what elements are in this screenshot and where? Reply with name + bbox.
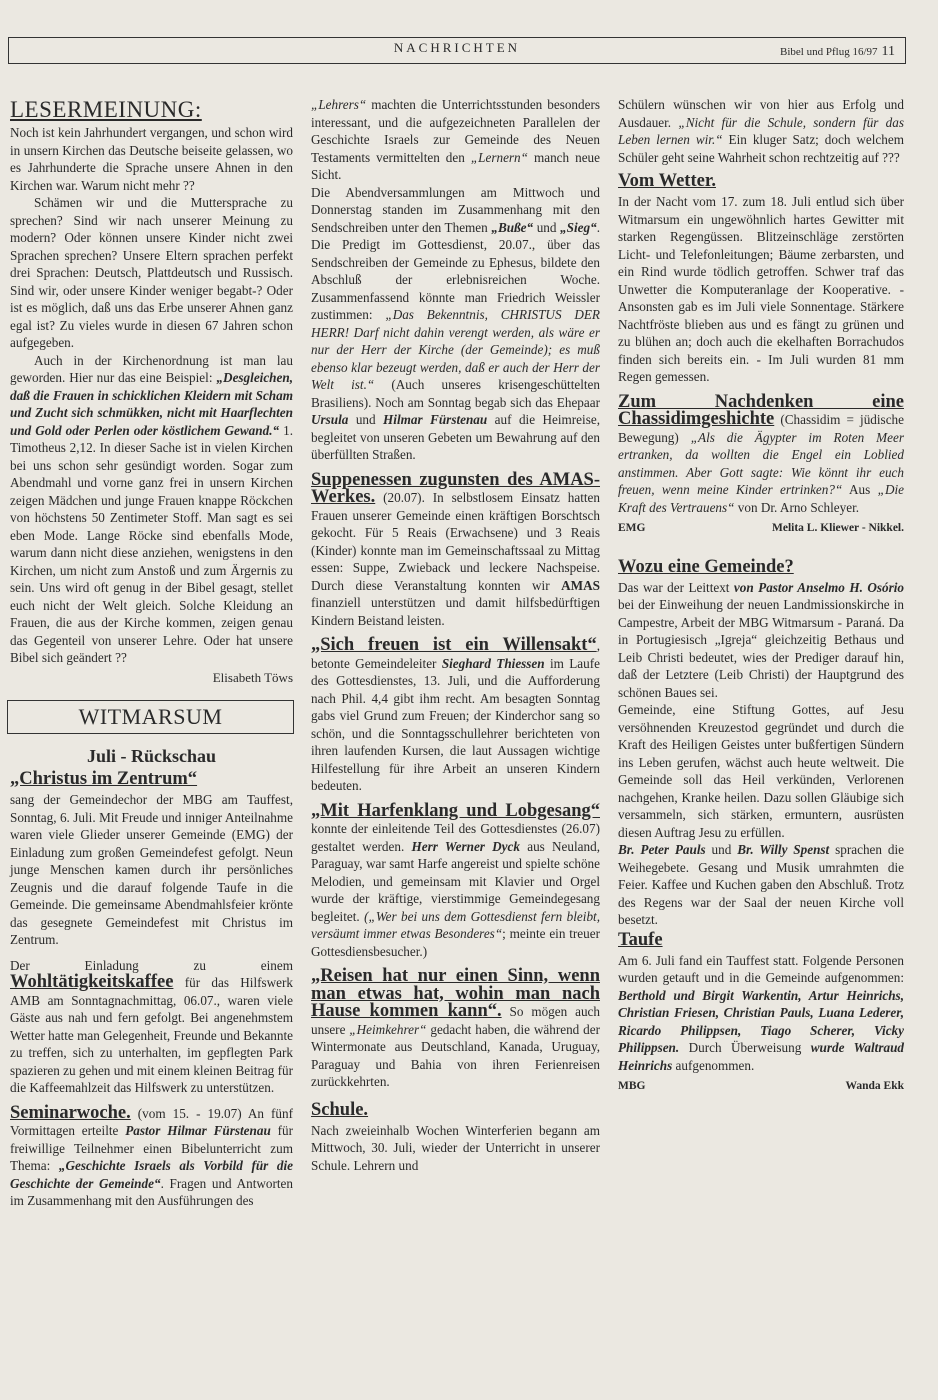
freuen-text-2: im Laufe des Gottesdienstes, 13. Juli, und die Aufforderung nach Phil. 4,4 gibt ihm recht. Am besagten Sonntag gabs viel Grund zum Freuen; der Kinderchor sang so schön, und die Sonntagsschullehrer berichteten von ihren laufenden Kursen, die laut Aussagen wichtige Hilfestellung für ihre Arbeit an unseren Kindern bedeuten. [311, 655, 600, 793]
leser-paragraph-3 [10, 352, 293, 667]
freuen-text: , betonte Gemeindeleiter [311, 638, 600, 671]
taufe-text-2: Durch Überweisung [679, 1040, 811, 1055]
signature-mbg: MBG [618, 1080, 646, 1092]
nachdenken-paragraph [618, 391, 904, 517]
section-title: NACHRICHTEN [393, 40, 521, 55]
seminar-heading: Seminarwoche. [10, 1102, 131, 1123]
and-word-2: und [348, 412, 384, 427]
taufe-waltraud: wurde Waltraud Heinrichs [618, 1040, 904, 1073]
weissler-quote: „Das Bekenntnis, CHRISTUS DER HERR! Darf nicht dahin verengt werden, als wäre er nur der Herr der Kirche (der Gemeinde); es muß ebenso klar bezeugt werden, daß er auch der Herr der Welt ist.“ [311, 307, 600, 392]
taufe-text-3: aufgenommen. [672, 1057, 755, 1073]
heimkehrer-quote: „Heimkehrer“ [349, 1021, 427, 1037]
harfen-text-3: ; meinte ein treuer Gottesdiensbesucher.) [311, 926, 600, 959]
seminar-quote: „Geschichte Israels als Vorbild für die Geschichte der Gemeinde“ [10, 1158, 293, 1191]
leser-text: Auch in der Kirchenordnung ist man lau geworden. Hier nur das eine Beispiel: [10, 352, 293, 385]
abend-text-3: (Auch unseres krisengeschüttelten Brasiliens). Noch am Sonntag begab sich das Ehepaar [311, 377, 601, 410]
harfen-paragraph [311, 800, 601, 961]
kaffee-intro: Der Einladung zu einem [10, 957, 293, 973]
and-word: und [533, 219, 561, 235]
rueckschau-heading: Juli - Rückschau [86, 746, 217, 766]
harfen-name: Herr Werner Dyck [411, 838, 520, 854]
seminar-pastor: Pastor Hilmar Fürstenau [125, 1123, 271, 1138]
leser-quote: „Desgleichen, daß die Frauen in schicklichen Kleidern mit Scham und Zucht sich schmükken, nicht mit Haarflechten und Gold oder Perlen oder köstlichem Gewand.“ [10, 370, 294, 438]
schule-cont-end: Ein kluger Satz; doch welchem Schüler geht seine Wahrheit schon rechtzeitig auf ??? [618, 132, 904, 165]
publication-name: Bibel und Pflug 16/97 [780, 46, 878, 58]
taufe-names: Berthold und Birgit Warkentin, Artur Heinrichs, Christian Friesen, Christian Pauls, Luana Lederer, Ricardo Philippsen, Tiago Scherer, Vicky Philippsen. [618, 987, 904, 1055]
name-willy-spenst: Br. Willy Spenst [737, 842, 830, 857]
suppe-paragraph [311, 469, 600, 630]
sieg-quote: „Sieg“ [560, 219, 597, 235]
gemeinde-pastor: von Pastor Anselmo H. Osório [733, 579, 904, 595]
suppe-heading: Suppenessen zugunsten des AMAS-Werkes. [311, 469, 600, 507]
signature-kliewer: Melita L. Kliewer - Nikkel. [771, 522, 904, 534]
freuen-heading: „Sich freuen ist ein Willensakt“ [311, 635, 597, 655]
name-peter-pauls: Br. Peter Pauls [618, 842, 706, 857]
schule-quote: „Nicht für die Schule, sondern für das Leben lernen wir.“ [618, 114, 904, 147]
wetter-paragraph: In der Nacht vom 17. zum 18. Juli entlud sich über Witmarsum ein ungewöhnlich hartes Gewitter mit starken Regengüssen. Blitzeinschläge zerstörten Licht- und Telefonleitungen; Bäume zerbarsten, und ein Rind wurde tödlich getroffen. Schwer traf das Unwetter die Komputeranlage der Kooperative. - Ansonsten gab es im Juli viele Sonnentage. Stärkere Nachtfröste blieben aus und es fängt zu grünen und zu blühen an; doch auch die ekelhaften Borrachudos finden sich bereits ein. - Im Juli wurden 81 mm Regen gemessen. [618, 194, 904, 384]
leser-text-2: 1. Timotheus 2,12. In dieser Sache ist in vielen Kirchen bei uns schon sehr gesündigt worden. Sogar zum Abendmahl und vorne ganz frei in unsern Kirchen zeigen Mädchen und junge Frauen knappe Röckchen von höchstens 50 Zentimeter Stoff. Man sagt es sei eben Mode. Lange Röcke sind ebenfalls Mode, warum dann nicht diese anziehen, wenigstens in den Kirchen, um nicht zum Anstoß und zum Ärgernis zu sein. Uns wird oft genug in der Bibel gesagt, stellet euch nicht der Welt gleich. Solche Kleidung an Frauen, die aus der Kirche kommen, zeigen genau das Gegenteil von unserer Lehre. Oder hat unsere Bibel sich geändert ?? [10, 422, 294, 665]
amas-bold: AMAS [561, 577, 600, 593]
seminar-cont-text: machten die Unterrichtsstunden besonders interessant, und die aufgezeichneten Parallelen der Geschichte Israels zur Gemeinde des Neuen Testaments vermittelten den [311, 97, 600, 165]
wetter-heading: Vom Wetter. [618, 171, 716, 191]
nachdenken-text-2: Aus [842, 482, 878, 497]
seminar-text-3: . Fragen und Antworten im Zusammenhang mit den Ausführungen des [10, 1175, 294, 1208]
gemeinde-paragraph-3 [618, 841, 904, 929]
gemeinde-text-3: sprachen die Weihegebete. Gesang und Musik umrahmten die Feier. Kaffee und Kuchen gaben den Abschluß. Trotz des Regens war der Saal der neuen Kirche voll besetzt. [618, 842, 904, 927]
signature-row-2 [618, 1078, 904, 1096]
leser-heading: LESERMEINUNG: [10, 97, 202, 122]
schule-cont-text: Schülern wünschen wir von hier aus Erfolg und Ausdauer. [618, 97, 904, 130]
gemeinde-paragraph-1 [618, 579, 904, 702]
harfen-text: konnte der einleitende Teil des Gottesdienstes (26.07) gestaltet werden. [311, 821, 600, 854]
freuen-paragraph [311, 637, 600, 795]
nachdenken-quote: „Als die Ägypter im Roten Meer ertranken, da wollten die Engel ein Loblied anstimmen. Aber Gott sagte: Wie könnt ihr euch freuen, wenn meine Kinder ertrinken?“ [618, 429, 904, 497]
nachdenken-text-3: von Dr. Arno Schleyer. [734, 499, 860, 515]
reisen-paragraph [311, 968, 600, 1091]
suppe-text: (20.07). In selbstlosem Einsatz hatten Frauen unserer Gemeinde einen kräftigen Borschtsch gekocht. Für 5 Reais (Erwachsene) und 3 Reais (Kinder) konnte man im Gemeinschaftssaal zu Mittag essen: Suppe, Zwieback und leckere Nachspeise. Durch diese Veranstaltung konnten wir [311, 490, 600, 593]
abend-text-2: . Die Predigt im Gottesdienst, 20.07., über das Sendschreiben der Gemeinde zu Ephesus, bildete den Abschluß der erlebnisreichen Woche. Zusammenfassend könnte man Friedrich Weissler zustimmen: [311, 219, 600, 322]
seminar-text-2: für freiwillige Teilnehmer einen Bibelunterricht zum Thema: [10, 1123, 293, 1173]
leser-paragraph-2: Schämen wir und die Muttersprache zu sprechen? Sind wir nach unserer Meinung zu modern? Oder können unsere Kinder nicht zwei Sprachen sprechen? Unsere Eltern sprachen perfekt drei Sprachen: Deutsch, Plattdeutsch und Russisch. Sind wir, oder unsere Kinder weniger begabt-? Oder ist es möglich, daß uns das Erbe unserer Ahnen ganz egal ist? Zu vieles wurde in diesen 67 Jahren schon aufgegeben. [10, 195, 293, 350]
suppe-text-2: finanziell unterstützen und damit hilfsbedürftigen Kindern Beistand leisten. [311, 595, 600, 628]
column-2 [311, 96, 600, 1174]
seminar-continued [311, 96, 600, 184]
kaffee-text: für das Hilfswerk AMB am Sonntagnachmittag, 06.07., waren viele Gäste aus nah und fern gefolgt. Bei angenehmstem Wetter hatte man Gelegenheit, Freunde und Bekannte zu treffen, sich zu unterhalten, im gepflegten Park spazieren zu gehen und mit einem kleinen Beitrag für die Kaffeemahlzeit das Hilfswerk zu unterstützen. [10, 975, 293, 1095]
lehrers-quote: „Lehrers“ [311, 97, 367, 112]
gemeinde-paragraph-2: Gemeinde, eine Stiftung Gottes, auf Jesu versöhnenden Kreuzestod gegründet und durch die Kraft des Heiligen Geistes unter bußfertigen Sündern ins Leben gerufen, wächst auch heute weltweit. Die Gemeinde soll das Heil verkünden, Verlorenen nachgehen, Kranke heilen. Dazu sollen Gläubige sich versammeln, sich stärken, ermuntern, ausrüsten diesen Auftrag Jesu zu erfüllen. [618, 702, 904, 840]
christus-paragraph: sang der Gemeindechor der MBG am Tauffest, Sonntag, 6. Juli. Mit Freude und inniger Anteilnahme waren viele Glieder unserer Gemeinde (EMG) der Einladung zum großen Gemeindefest gefolgt. Neun junge Menschen kamen durch ihr persönliches Zeugnis und die darauf folgende Taufe in die Gemeinde. Die gemeinsame Abendmahlsfeier krönte das gesegnete Gemeindefest mit Christus im Zentrum. [10, 792, 293, 947]
kaffee-heading: Wohltätigkeitskaffee [10, 972, 174, 992]
nachdenken-source: „Die Kraft des Vertrauens“ [618, 482, 904, 515]
christus-heading: „Christus im Zentrum“ [10, 769, 198, 789]
reisen-heading: „Reisen hat nur einen Sinn, wenn man etwas hat, wohin man nach Hause kommen kann“. [311, 966, 600, 1021]
schule-continued [618, 96, 904, 166]
seminar-cont-end: manch neue Sicht. [311, 149, 600, 182]
gemeinde-heading: Wozu eine Gemeinde? [618, 556, 794, 577]
leser-signature: Elisabeth Töws [212, 669, 293, 685]
gemeinde-text: Das war der Leittext [618, 579, 734, 595]
schule-heading: Schule. [311, 1099, 369, 1120]
signature-row-1 [618, 520, 904, 538]
taufe-paragraph [618, 952, 904, 1075]
name-ursula: Ursula [311, 412, 349, 427]
harfen-heading: „Mit Harfenklang und Lobgesang“ [311, 800, 600, 821]
and-word-3: und [705, 842, 738, 857]
harfen-text-2: aus Neuland, Paraguay, war samt Harfe angereist und spielte schöne Melodien, und gemeinsam mit Klavier und Orgel wurde der kräftige, vierstimmige Gemeindegesang begleitet. [311, 838, 600, 924]
witmarsum-heading: WITMARSUM [7, 700, 294, 734]
harfen-quote: („Wer bei uns dem Gottesdienst fern bleibt, versäumt immer etwas Besonderes“ [311, 908, 601, 941]
nachdenken-heading: Zum Nachdenken eine Chassidimgeshichte [618, 391, 904, 429]
busse-quote: „Buße“ [491, 219, 534, 235]
schule-paragraph: Nach zweieinhalb Wochen Winterferien begann am Mittwoch, 30. Juli, wieder der Unterricht in unserer Schule. Lehrern und [311, 1122, 600, 1173]
signature-emg: EMG [618, 522, 646, 534]
freuen-name: Sieghard Thiessen [441, 655, 545, 671]
reisen-text: So mögen auch unsere [311, 1004, 600, 1037]
nachdenken-text: (Chassidim = jüdische Bewegung) [618, 412, 904, 445]
page-number: 11 [881, 44, 895, 59]
abend-text-4: auf die Heimreise, begleitet von unseren Gebeten um Bewahrung auf den überfüllten Straßen. [311, 412, 600, 462]
gemeinde-text-2: bei der Einweihung der neuen Landmissionskirche in Campestre, Arbeit der MBG Witmarsum - Paraná. Da in Portugiesisch „Igreja“ gleichzeitig Bethaus und Leib Christi bedeutet, wies der Prediger darauf hin, daß der Letztere (Leib Christi) der Hauptgrund des schönen Baues sei. [618, 597, 904, 700]
page-info [780, 44, 895, 60]
masthead [8, 37, 906, 64]
column-3 [618, 96, 904, 1096]
abend-text: Die Abendversammlungen am Mittwoch und Donnerstag standen im Zusammenhang mit den Sendschreiben unter den Themen [311, 184, 600, 235]
kaffee-paragraph [10, 957, 293, 1097]
taufe-heading: Taufe [618, 929, 663, 950]
name-hilmar: Hilmar Fürstenau [383, 412, 488, 427]
reisen-text-2: gedacht haben, die während der Wintermonate aus Deutschland, Kanada, Uruguay, Paraguay und Bahia von ihren Ferienreisen zurückkehrten. [311, 1021, 600, 1089]
column-1 [10, 96, 293, 1210]
taufe-text: Am 6. Juli fand ein Tauffest statt. Folgende Personen wurden getauft und in die Gemeinde aufgenommen: [618, 952, 904, 985]
leser-paragraph-1: Noch ist kein Jahrhundert vergangen, und schon wird in unsern Kirchen das Deutsche beiseite gelassen, wo es Jahrhunderte die Sprache unsere Ahnen in den Kirchen war. Warum nicht mehr ?? [10, 125, 293, 193]
lernern-quote: „Lernern“ [470, 149, 528, 165]
seminar-text: (vom 15. - 19.07) An fünf Vormittagen erteilte [10, 1105, 293, 1138]
seminar-paragraph [10, 1102, 294, 1210]
abend-paragraph [311, 184, 600, 464]
signature-ekk: Wanda Ekk [845, 1080, 904, 1092]
